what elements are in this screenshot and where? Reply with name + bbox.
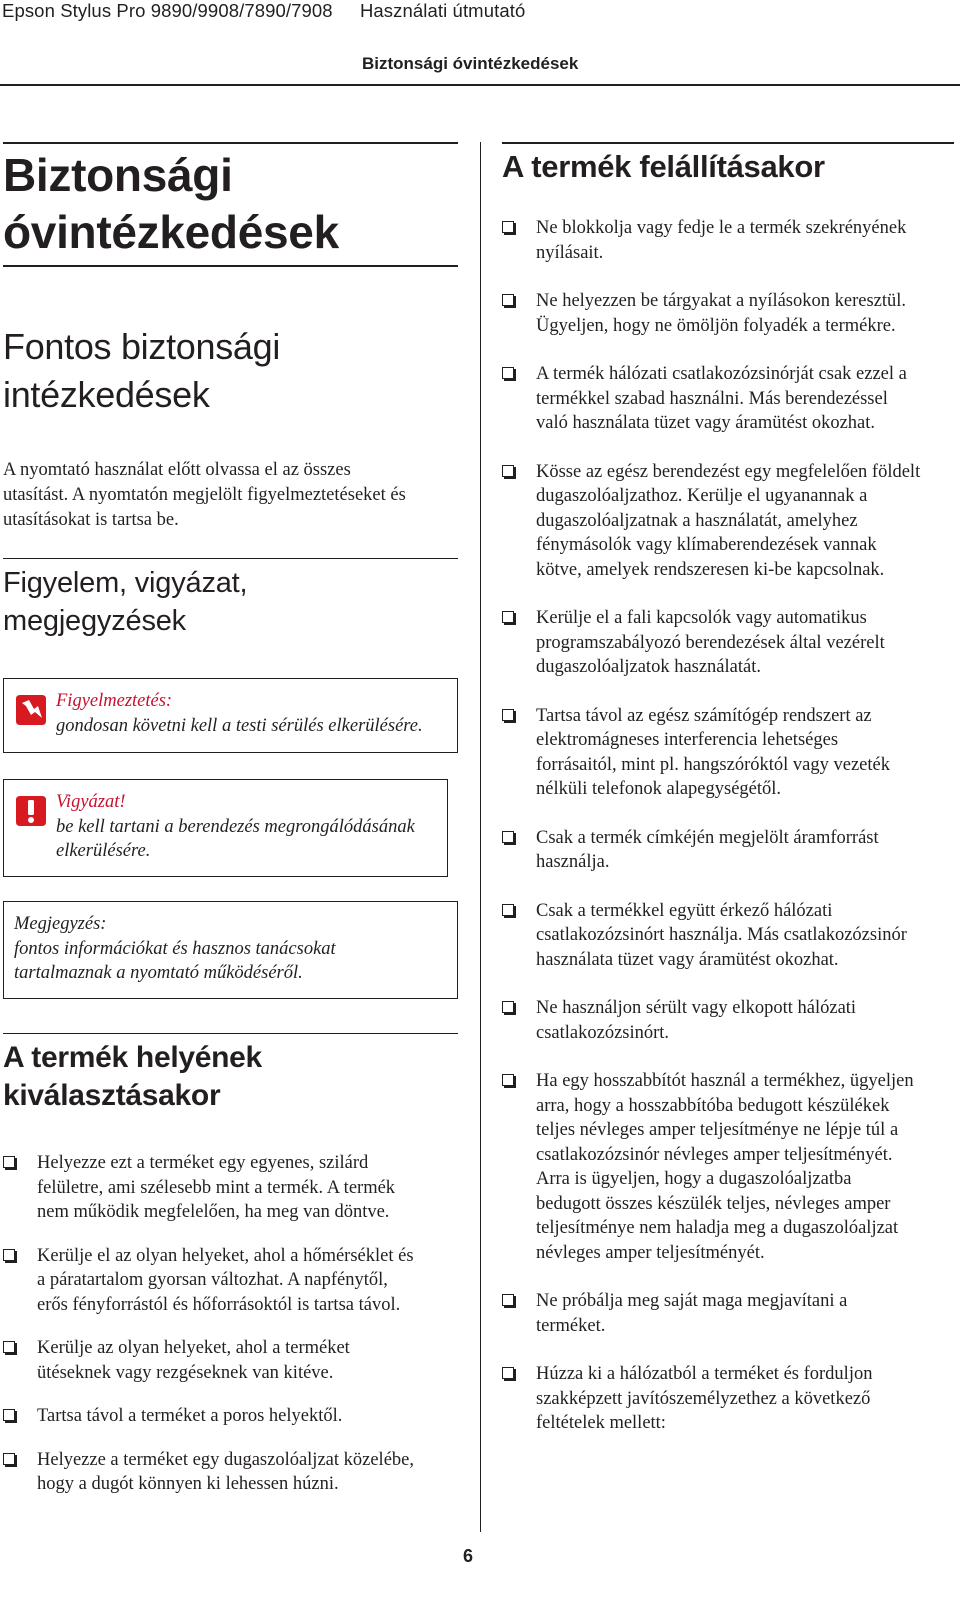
list-item-line: elektromágneses interferencia lehetséges <box>536 730 839 750</box>
location-heading: A termék helyének kiválasztásakor <box>3 1041 262 1112</box>
header-rule <box>0 84 960 86</box>
checkbox-bullet-icon <box>502 904 514 916</box>
list-item-line: Kösse az egész berendezést egy megfelelően földelt <box>536 461 921 482</box>
list-item <box>502 996 954 1045</box>
list-item-line: Ne használjon sérült vagy elkopott hálózati <box>536 998 857 1018</box>
page-number: 6 <box>463 1546 474 1566</box>
list-item-line: névleges amper teljesítményét. <box>536 1242 765 1263</box>
checkbox-bullet-icon <box>502 1074 514 1086</box>
list-item <box>502 289 954 338</box>
list-item <box>502 606 954 680</box>
list-item-line: erős fényforrástól és hőforrásoktól is tartsa távol. <box>37 1294 401 1315</box>
column-divider <box>480 142 481 1532</box>
warning-text: gondosan követni kell a testi sérülés elkerülésére. <box>56 715 423 736</box>
list-item-line: feltételek mellett: <box>536 1413 666 1433</box>
intro-paragraph: A nyomtató használat előtt olvassa el az összes utasítást. A nyomtatón megjelölt figyelmeztetéseket és utasításokat is tartsa be. <box>3 460 406 530</box>
list-item <box>3 1448 458 1497</box>
list-item-line: Helyezze ezt a terméket egy egyenes, szilárd <box>37 1153 369 1173</box>
checkbox-bullet-icon <box>502 611 514 623</box>
location-rule <box>3 1033 458 1034</box>
checkbox-bullet-icon <box>502 221 514 233</box>
list-item-line: használja. <box>536 852 610 872</box>
list-item-line: programszabályozó berendezések által vezérelt <box>536 632 885 653</box>
page-title: Biztonsági óvintézkedések <box>3 149 339 258</box>
list-item-line: Húzza ki a hálózatból a terméket és forduljon <box>536 1364 873 1384</box>
left-column <box>3 142 458 1497</box>
checkbox-bullet-icon <box>3 1453 15 1465</box>
running-header <box>2 0 547 22</box>
title-rule-bottom <box>3 265 458 267</box>
list-item-line: használata tüzet vagy áramütést okozhat. <box>536 949 839 970</box>
checkbox-bullet-icon <box>502 709 514 721</box>
list-item <box>3 1336 458 1385</box>
note-text-1: fontos információkat és hasznos tanácsokat <box>14 938 336 959</box>
list-item <box>502 826 954 875</box>
manual-name: Használati útmutató <box>359 0 526 21</box>
list-item <box>502 1362 954 1436</box>
list-item-line: Ne helyezzen be tárgyakat a nyílásokon keresztül. <box>536 291 907 311</box>
notes-heading: Figyelem, vigyázat, megjegyzések <box>3 567 248 637</box>
checkbox-bullet-icon <box>502 1001 514 1013</box>
checkbox-bullet-icon <box>502 367 514 379</box>
note-label: Megjegyzés: <box>14 914 107 934</box>
list-item-line: Ügyeljen, hogy ne ömöljön folyadék a termékre. <box>536 315 896 336</box>
checkbox-bullet-icon <box>3 1156 15 1168</box>
list-item-line: dugaszolóaljzatnak a használatát, amelyhez <box>536 510 858 531</box>
list-item-line: teljesítménye nem haladja meg a dugaszolóaljzat <box>536 1218 899 1238</box>
list-item <box>502 216 954 265</box>
product-name: Epson Stylus Pro 9890/9908/7890/7908 <box>2 0 333 21</box>
caution-box <box>3 779 448 877</box>
right-column <box>502 142 954 1436</box>
caution-exclamation-icon <box>14 794 48 830</box>
checkbox-bullet-icon <box>502 1367 514 1379</box>
list-item-line: Tartsa távol a terméket a poros helyektől. <box>37 1406 343 1426</box>
list-item-line: ütéseknek vagy rezgéseknek van kitéve. <box>37 1362 334 1383</box>
list-item-line: forrásaitól, mint pl. hangszóróktól vagy vezeték <box>536 754 890 775</box>
list-item <box>502 704 954 802</box>
list-item-line: szakképzett javítószemélyzethez a következő <box>536 1388 871 1409</box>
setup-rule <box>502 142 954 144</box>
checkbox-bullet-icon <box>502 1294 514 1306</box>
list-item-line: teljes névleges amper teljesítménye ne lépje túl a <box>536 1120 899 1140</box>
list-item <box>3 1151 458 1225</box>
list-item-line: a páratartalom gyorsan változhat. A napfénytől, <box>37 1270 388 1290</box>
list-item-line: Csak a termékkel együtt érkező hálózati <box>536 900 833 921</box>
list-item-line: felületre, ami szélesebb mint a termék. A termék <box>37 1177 396 1198</box>
checkbox-bullet-icon <box>3 1249 15 1261</box>
checkbox-bullet-icon <box>3 1409 15 1421</box>
title-rule-top <box>3 142 458 144</box>
list-item-line: csatlakozózsinórt használja. Más csatlakozózsinór <box>536 925 907 945</box>
list-item <box>502 1289 954 1338</box>
caution-text-2: elkerülésére. <box>56 841 151 861</box>
list-item-line: kötve, amelyek rendszeresen ki-be kapcsolnak. <box>536 559 885 580</box>
setup-heading: A termék felállításakor <box>502 149 825 184</box>
list-item <box>3 1244 458 1318</box>
checkbox-bullet-icon <box>502 831 514 843</box>
warning-label: Figyelmeztetés: <box>56 691 173 711</box>
list-item-line: való használata tüzet vagy áramütést okozhat. <box>536 413 876 433</box>
list-item <box>502 362 954 436</box>
list-item-line: Kerülje el a fali kapcsolók vagy automatikus <box>536 608 867 628</box>
checkbox-bullet-icon <box>502 465 514 477</box>
list-item <box>3 1404 458 1429</box>
list-item-line: Ha egy hosszabbítót használ a termékhez, ügyeljen <box>536 1071 914 1091</box>
list-item-line: Kerülje az olyan helyeket, ahol a terméket <box>37 1338 350 1358</box>
setup-list <box>502 216 954 1436</box>
list-item-line: fénymásolók vagy klímaberendezések vannak <box>536 535 877 555</box>
list-item-line: Tartsa távol az egész számítógép rendszert az <box>536 705 872 726</box>
note-text-2: tartalmaznak a nyomtató működéséről. <box>14 963 303 983</box>
checkbox-bullet-icon <box>502 294 514 306</box>
caution-label: Vigyázat! <box>56 792 126 812</box>
warning-box <box>3 678 458 753</box>
list-item-line: dugaszolóaljzathoz. Kerülje el ugyanannak a <box>536 486 868 506</box>
warning-shock-icon <box>14 693 48 729</box>
list-item <box>502 460 954 583</box>
list-item-line: Ne blokkolja vagy fedje le a termék szekrényének <box>536 218 907 238</box>
notes-rule <box>3 558 458 559</box>
checkbox-bullet-icon <box>3 1341 15 1353</box>
important-heading: Fontos biztonsági intézkedések <box>3 326 281 415</box>
list-item-line: Csak a termék címkéjén megjelölt áramforrást <box>536 827 879 848</box>
list-item-line: A termék hálózati csatlakozózsinórját csak ezzel a <box>536 364 907 384</box>
list-item-line: nyílásait. <box>536 242 604 263</box>
list-item-line: hogy a dugót könnyen ki lehessen húzni. <box>37 1474 339 1494</box>
list-item-line: nem működik megfelelően, ha meg van döntve. <box>37 1202 390 1222</box>
list-item-line: csatlakozózsinórt. <box>536 1022 670 1043</box>
caution-text-1: be kell tartani a berendezés megrongálódásának <box>56 816 415 837</box>
list-item-line: nélküli telefonok alapegységétől. <box>536 779 782 799</box>
list-item-line: dugaszolóaljzatok használatát. <box>536 657 761 677</box>
list-item-line: csatlakozózsinór névleges amper teljesítményét. <box>536 1144 893 1165</box>
list-item <box>502 1069 954 1265</box>
list-item-line: terméket. <box>536 1315 606 1336</box>
list-item-line: arra, hogy a hosszabbítóba bedugott készülékek <box>536 1095 890 1116</box>
note-box <box>3 901 458 999</box>
list-item-line: Ne próbálja meg saját maga megjavítani a <box>536 1291 848 1311</box>
list-item-line: Helyezze a terméket egy dugaszolóaljzat közelébe, <box>37 1449 414 1470</box>
list-item-line: bedugott összes készülék teljes, névleges amper <box>536 1193 891 1214</box>
location-list <box>3 1151 458 1497</box>
list-item-line: Arra is ügyeljen, hogy a dugaszolóaljzatba <box>536 1169 852 1189</box>
section-header: Biztonsági óvintézkedések <box>362 54 579 73</box>
list-item-line: termékkel szabad használni. Más berendezéssel <box>536 388 888 409</box>
list-item <box>502 899 954 973</box>
list-item-line: Kerülje el az olyan helyeket, ahol a hőmérséklet és <box>37 1245 414 1266</box>
